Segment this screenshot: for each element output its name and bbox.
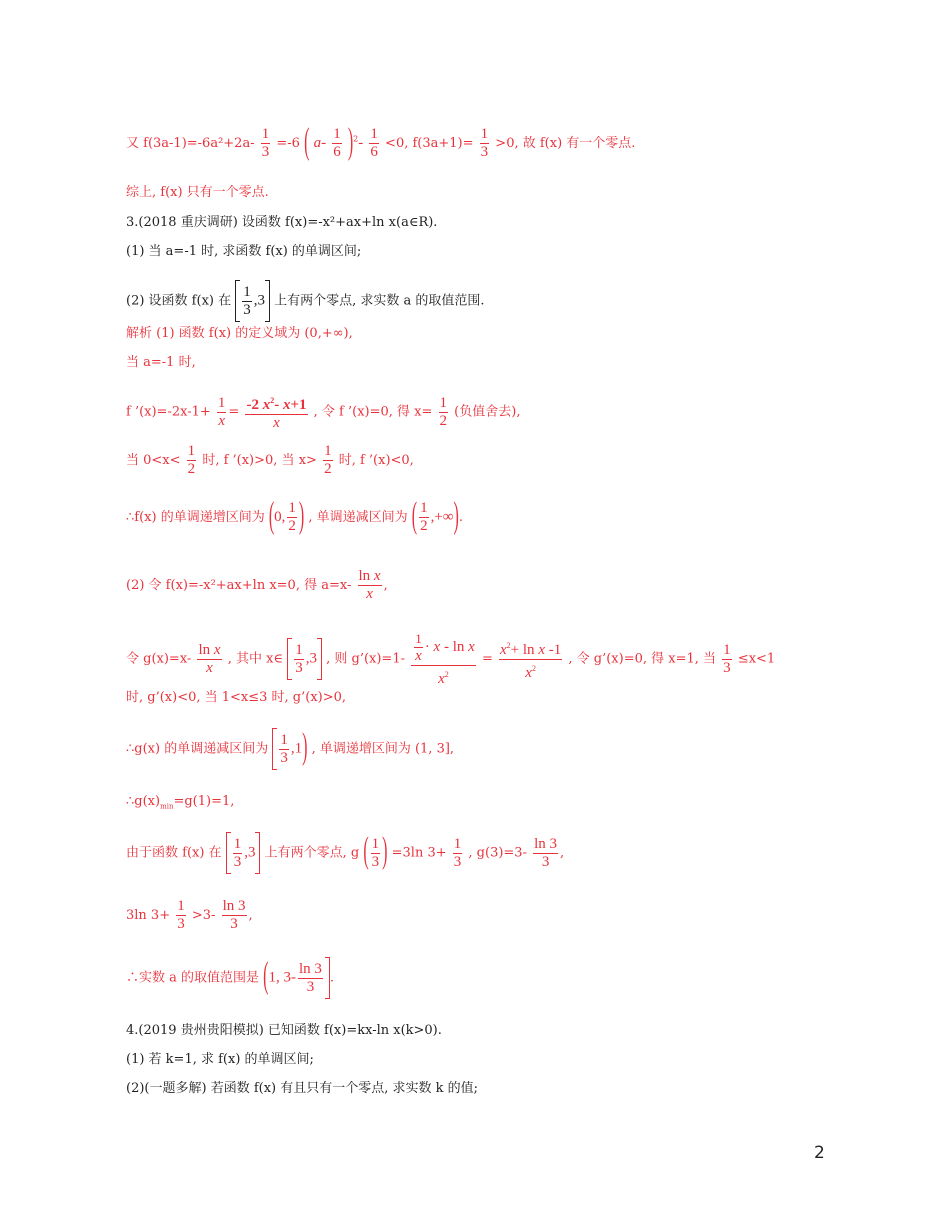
page-number: 2 [814,1143,825,1163]
problem-3-title: 3.(2018 重庆调研) 设函数 f(x)=-x²+ax+ln x(a∈R). [126,215,438,230]
line-9: 当 0<x< $\frac{1}{2}$ 时, f ’(x)>0, 当 x> $\frac{1}{2}$ 时, f ’(x)<0, [126,443,414,477]
problem-4-title: 4.(2019 贵州贵阳模拟) 已知函数 f(x)=kx-ln x(k>0). [126,1023,442,1038]
line-13: 时, g’(x)<0, 当 1<x≤3 时, g’(x)>0, [126,690,347,705]
line-10: ∴f(x) 的单调递增区间为 (0, $\frac{1}{2}$ ) , 单调递减区间为 ( $\frac{1}{2}$ ,+∞). [126,496,463,536]
line-8: f ’(x)=-2x-1+ $\frac{1}{x}$ = $\frac{-2 x^2- x+1}{x}$ , 令 f ’(x)=0, 得 x= $\frac{1}{2}$ (负值舍去), [126,392,520,432]
line-1: 又 f(3a-1)=-6a²+2a- $\frac{1}{3}$ =-6 ( a- $\frac{1}{6}$ )$^2$- $\frac{1}{6}$ <0, f(3a+1)= $\frac{1}{3}$ >0, 故 f(x) 有一个零点. [126,122,636,162]
solution-heading: 解析 (1) 函数 f(x) 的定义域为 (0,+∞), [126,326,353,341]
line-15: $\therefore g(x)_{min}=g(1)=1$, [126,794,235,811]
line-11: (2) 令 f(x)=-x²+ax+ln x=0, 得 a=x- $\frac{\text{ln x}}{x}$ , [126,568,388,602]
line-16: 由于函数 f(x) 在 $\frac{1}{3}$ ,3 上有两个零点, g ( $\frac{1}{3}$ ) =3ln 3+ $\frac{1}{3}$ , g(3)=3- $\frac{\ln 3}{3}$ , [126,832,564,874]
problem-3-part-1: (1) 当 a=-1 时, 求函数 f(x) 的单调区间; [126,244,362,259]
line-14: ∴g(x) 的单调递减区间为 $\frac{1}{3}$ ,1) , 单调递增区间为 (1, 3], [126,728,454,770]
problem-3-part-2: (2) 设函数 f(x) 在 $\frac{1}{3}$ ,3 上有两个零点, 求实数 a 的取值范围. [126,280,485,322]
line-7: 当 a=-1 时, [126,355,196,370]
fraction-1-3: $\frac{1}{3}$ [261,126,270,160]
problem-4-part-1: (1) 若 k=1, 求 f(x) 的单调区间; [126,1052,314,1067]
line-2: 综上, f(x) 只有一个零点. [126,185,269,200]
line-18: ∴实数 a 的取值范围是 (1, 3- $\frac{\ln 3}{3}$ . [126,957,334,999]
line-12: 令 g(x)=x- $\frac{\text{ln x}}{x}$ , 其中 x∈ $\frac{1}{3}$ ,3 , 则 g’(x)=1- $\frac{1}{x}$ · x - ln x $x^2$ = $\frac{x^2+ \ln x -1}{x^2}$ , 令 g’(x)=0, 得 x=1, 当 $\frac{1}{3}$ ≤x<1 [126,631,776,687]
line-17: 3ln 3+ $\frac{1}{3}$ >3- $\frac{\ln 3}{3}$ , [126,898,253,932]
problem-4-part-2: (2)(一题多解) 若函数 f(x) 有且只有一个零点, 求实数 k 的值; [126,1081,479,1096]
